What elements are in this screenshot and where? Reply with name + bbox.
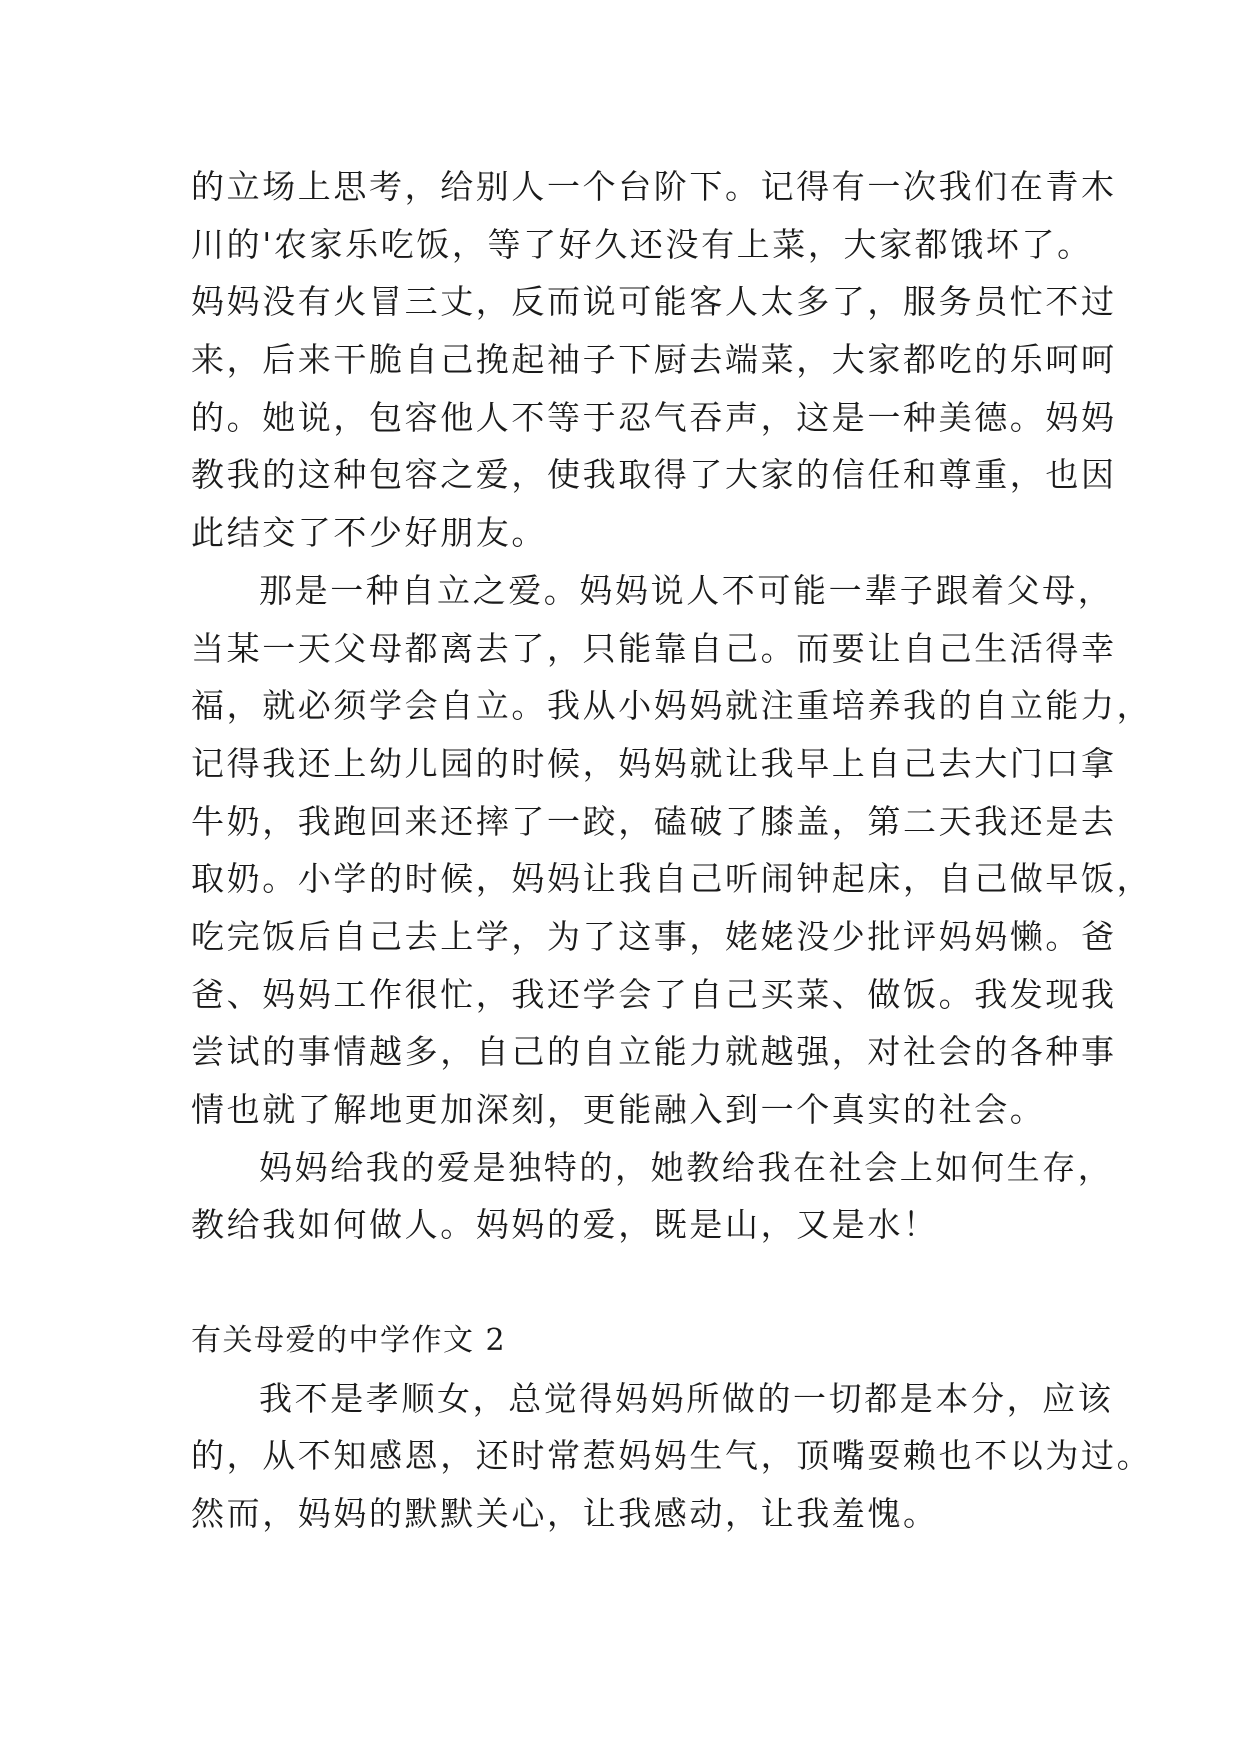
text-line: 福，就必须学会自立。我从小妈妈就注重培养我的自立能力，	[191, 686, 1153, 726]
text-line: 那是一种自立之爱。妈妈说人不可能一辈子跟着父母，	[259, 570, 1114, 610]
text-line: 的，从不知感恩，还时常惹妈妈生气，顶嘴耍赖也不以为过。	[191, 1436, 1153, 1476]
text-line: 妈妈没有火冒三丈，反而说可能客人太多了，服务员忙不过	[191, 282, 1117, 322]
paragraph-essay-2-intro	[191, 1370, 1153, 1543]
text-line: 牛奶，我跑回来还摔了一跤，磕破了膝盖，第二天我还是去	[191, 801, 1117, 841]
text-line: 的。她说，包容他人不等于忍气吞声，这是一种美德。妈妈	[191, 397, 1117, 437]
paragraph-tolerance-love	[191, 158, 1117, 562]
text-line: 情也就了解地更加深刻，更能融入到一个真实的社会。	[191, 1090, 1046, 1129]
text-line: 此结交了不少好朋友。	[191, 513, 547, 553]
paragraph-conclusion	[191, 1139, 1114, 1254]
text-line: 然而，妈妈的默默关心，让我感动，让我羞愧。	[191, 1494, 939, 1534]
text-line: 来，后来干脆自己挽起袖子下厨去端菜，大家都吃的乐呵呵	[191, 340, 1117, 380]
text-line: 取奶。小学的时候，妈妈让我自己听闹钟起床，自己做早饭，	[191, 859, 1153, 899]
text-line: 当某一天父母都离去了，只能靠自己。而要让自己生活得幸	[191, 628, 1117, 668]
text-line: 的立场上思考，给别人一个台阶下。记得有一次我们在青木	[191, 167, 1117, 206]
text-line: 妈妈给我的爱是独特的，她教给我在社会上如何生存，	[259, 1147, 1114, 1187]
text-line: 教给我如何做人。妈妈的爱，既是山，又是水！	[191, 1205, 939, 1245]
text-line: 记得我还上幼儿园的时候，妈妈就让我早上自己去大门口拿	[191, 743, 1117, 783]
text-line: 尝试的事情越多，自己的自立能力就越强，对社会的各种事	[191, 1032, 1117, 1072]
paragraph-independence-love	[191, 562, 1153, 1139]
text-line: 川的'农家乐吃饭，等了好久还没有上菜，大家都饿坏了。	[191, 224, 1093, 264]
section-heading: 有关母爱的中学作文 2	[191, 1323, 507, 1359]
text-line: 教我的这种包容之爱，使我取得了大家的信任和尊重，也因	[191, 455, 1117, 495]
section-spacer	[191, 1254, 1051, 1312]
document-body	[191, 158, 1153, 1543]
text-line: 爸、妈妈工作很忙，我还学会了自己买菜、做饭。我发现我	[191, 974, 1117, 1014]
text-line: 吃完饭后自己去上学，为了这事，姥姥没少批评妈妈懒。爸	[191, 916, 1117, 956]
text-line: 我不是孝顺女，总觉得妈妈所做的一切都是本分，应该	[259, 1378, 1114, 1418]
